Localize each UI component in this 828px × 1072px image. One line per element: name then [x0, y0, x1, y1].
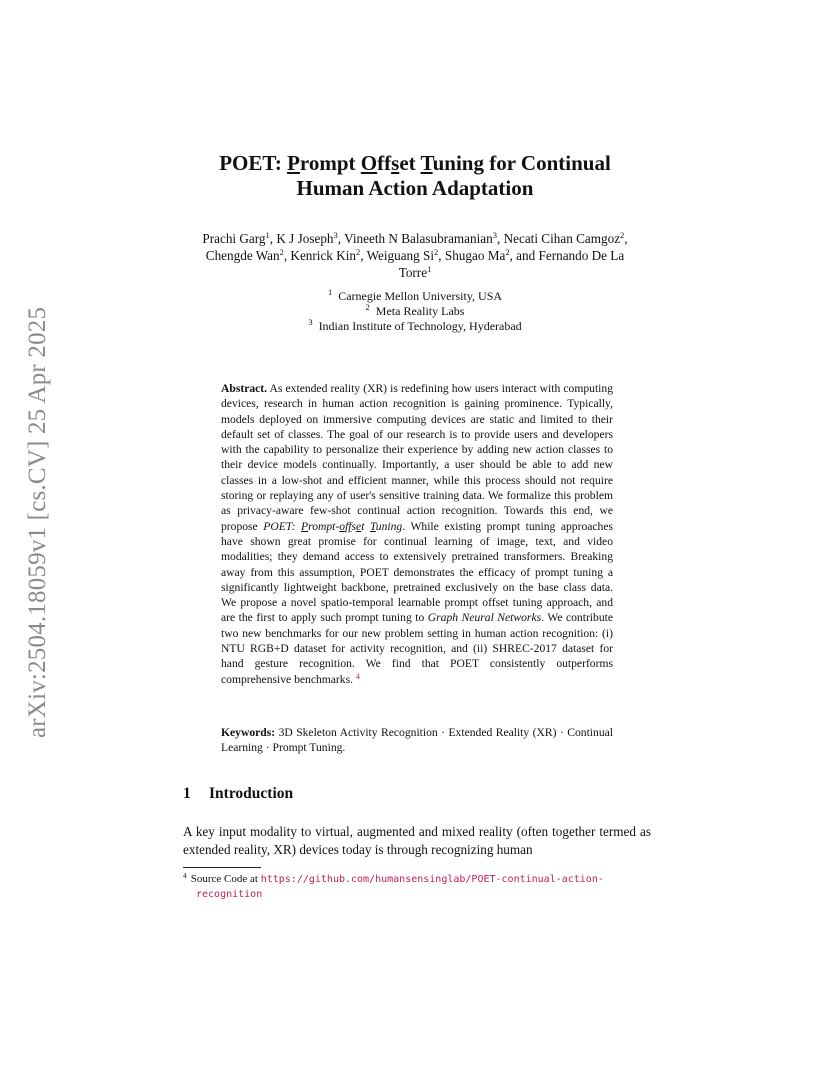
author: Necati Cihan Camgoz$^2$, [503, 230, 628, 246]
author-list [195, 230, 635, 281]
author: Prachi Garg$^1$, [202, 230, 277, 246]
footnote-marker[interactable]: 4 [355, 671, 360, 681]
footnote-number: 4 [183, 871, 187, 880]
affiliations [220, 289, 610, 334]
footnote: $^4$ Source Code at https://github.com/humansensinglab/POET-continual-action- recognition [183, 872, 653, 902]
source-code-link[interactable]: https://github.com/humansensinglab/POET-continual-action- [260, 874, 604, 885]
keywords: Keywords: 3D Skeleton Activity Recognition · Extended Reality (XR) · Continual Learning · Prompt Tuning. [221, 726, 613, 754]
intro-paragraph: A key input modality to virtual, augmented and mixed reality (often together termed as extended reality, XR) devices today is through recognizing human [183, 824, 651, 857]
title-line-2: Human Action Adaptation [296, 176, 534, 200]
section-number: 1 [183, 785, 191, 802]
method-name-italic: POET: Prompt-offset Tuning [263, 519, 403, 533]
author: Kenrick Kin$^2$, [290, 247, 367, 263]
footnote-rule [183, 867, 261, 868]
author: K J Joseph$^3$, [276, 230, 345, 246]
paper-title [150, 151, 680, 201]
author: Chengde Wan$^2$, [205, 247, 291, 263]
source-code-link-continued[interactable]: recognition [196, 889, 263, 900]
keywords-label: Keywords: [221, 726, 276, 739]
affiliation: $^2$ Meta Reality Labs [365, 302, 465, 318]
affiliation: $^1$ Carnegie Mellon University, USA [327, 287, 503, 303]
section-title: Introduction [209, 785, 294, 802]
affiliation: $^3$ Indian Institute of Technology, Hyderabad [308, 317, 522, 333]
title-line-1: POET: Prompt Offset Tuning for Continual [219, 151, 611, 175]
abstract-label: Abstract. [221, 382, 268, 395]
author: Weiguang Si$^2$, [366, 247, 445, 263]
author: Shugao Ma$^2$, and [444, 247, 539, 263]
author: Fernando De La Torre$^1$ [398, 248, 625, 280]
abstract: Abstract. As extended reality (XR) is redefining how users interact with computing devices, research in human action recognition is gaining prominence. Typically, models deployed on immersive computing devices are static and limited to their default set of classes. The goal of our research is to provide users and developers with the capability to personalize their experience by adding new action classes to their device models continually. Importantly, a user should be able to add new classes in a low-shot and efficient manner, while this process should not require storing or replaying any of user's sensitive training data. We formalize this problem as privacy-aware few-shot continual action recognition. Towards this end, we propose POET: Prompt-offset Tuning. While existing prompt tuning approaches have shown great promise for continual learning of image, text, and video modalities; they demand access to extensively pretrained transformers. Breaking away from this assumption, POET demonstrates the efficacy of prompt tuning a significantly lightweight backbone, pretrained exclusively on the base class data. We propose a novel spatio-temporal learnable prompt offset tuning approach, and are the first to apply such prompt tuning to Graph Neural Networks. We contribute two new benchmarks for our new problem setting in human action recognition: (i) NTU RGB+D dataset for activity recognition, and (ii) SHREC-2017 dataset for hand gesture recognition. We find that POET consistently outperforms comprehensive benchmarks. $^4$ [221, 382, 613, 686]
author: Vineeth N Balasubramanian$^3$, [344, 230, 504, 246]
arxiv-identifier-stamp: arXiv:2504.18059v1 [cs.CV] 25 Apr 2025 [24, 306, 51, 738]
section-heading-introduction [183, 785, 293, 803]
gnn-italic: Graph Neural Networks [427, 611, 542, 625]
